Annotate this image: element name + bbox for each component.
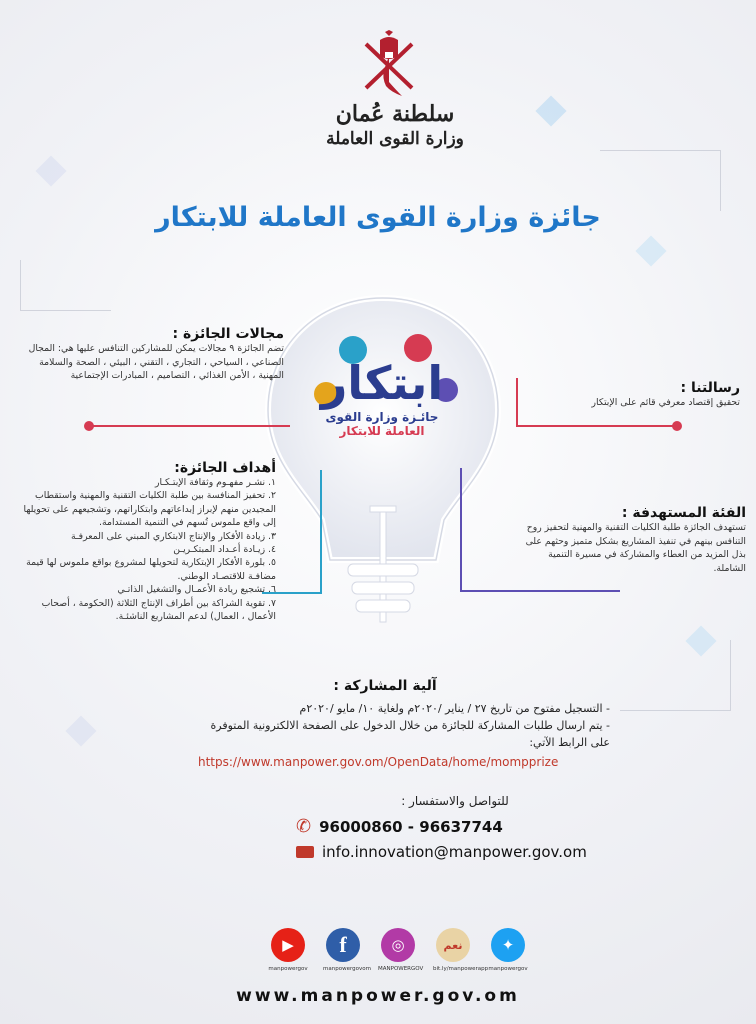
- goals-list: [12, 476, 276, 623]
- youtube-icon: ▶: [271, 928, 305, 962]
- social-instagram[interactable]: [378, 928, 424, 972]
- ministry-name: وزارة القوى العاملة: [326, 129, 464, 149]
- connector-mission-v: [516, 378, 518, 426]
- contact-section: [290, 794, 620, 861]
- decor-circuit: [620, 640, 731, 711]
- app-icon: نعم: [436, 928, 470, 962]
- social-links: [268, 928, 528, 972]
- goal-item: ١. نشـر مفهـوم وثقافة الإبتـكـار: [155, 477, 276, 488]
- goal-item: ٣. زيادة الأفكار والإنتاج الابتكاري المبني على المعرفـة: [70, 530, 276, 542]
- social-handle: manpowergov: [488, 966, 528, 972]
- mail-icon: [296, 846, 314, 858]
- connector-target-v: [460, 468, 462, 592]
- logo-word: ابتكار: [320, 356, 444, 410]
- target-body: تستهدف الجائزة طلبة الكليات التقنية والمهنية لتحفيز روح التنافس بينهم في تنفيذ المشاريع بشكل متميز وحثهم على بذل المزيد من العطاء والمشاركة في مسيرة التنمية الشاملة.: [525, 522, 746, 574]
- goal-item: ٦. تشجيع ريادة الأعمـال والتشغيل الذاتـي: [117, 584, 276, 596]
- target-section: [516, 505, 746, 575]
- goal-item: ٢. تحفيز المنافسة بين طلبة الكليات التقنية والمهنية واستقطاب المجيدين منهم لإبراز إبداعاتهم وابتكاراتهم، وتشجيعهم على تحويلها إلى واقع ملموس تُسهم في التنمية المستدامة.: [23, 490, 276, 529]
- connector-target: [460, 590, 620, 592]
- email-address[interactable]: info.innovation@manpower.gov.om: [322, 843, 587, 861]
- phone-row: [296, 816, 620, 837]
- social-twitter[interactable]: [488, 928, 528, 972]
- participation-line1: - التسجيل مفتوح من تاريخ ٢٧ / يناير /٢٠٢٠م ولغاية ١٠/ مايو /٢٠٢٠م: [299, 702, 610, 715]
- logo-line2: العاملة للابتكار: [339, 424, 425, 438]
- footer-website[interactable]: www.manpower.gov.om: [236, 986, 520, 1006]
- social-app[interactable]: [433, 928, 489, 972]
- social-youtube[interactable]: [268, 928, 308, 972]
- lightbulb-illustration: [258, 292, 508, 632]
- goal-item: ٧. تقوية الشراكة بين أطراف الإنتاج الثلاثة (الحكومة ، أصحاب الأعمال ، العمال) لدعم المشاريع الناشئـة.: [41, 597, 276, 623]
- logo-line1: جائـزة وزارة القوى: [325, 410, 439, 424]
- participation-title: آلية المشاركة :: [333, 678, 437, 694]
- mission-section: [520, 380, 740, 410]
- oman-emblem-icon: [358, 30, 420, 100]
- ibtikar-logo: [300, 356, 464, 438]
- facebook-icon: f: [326, 928, 360, 962]
- social-facebook[interactable]: [323, 928, 371, 972]
- social-handle: manpowergov: [268, 966, 308, 972]
- social-handle: MANPOWERGOV: [378, 966, 424, 972]
- goals-title: أهداف الجائزة:: [174, 460, 276, 476]
- connector-goals-v: [320, 470, 322, 594]
- fields-section: [14, 326, 284, 383]
- mission-title: رسالتنا :: [680, 380, 740, 396]
- target-title: الفئة المستهدفة :: [621, 505, 746, 521]
- participation-line3: على الرابط الآتي:: [529, 736, 610, 749]
- participation-link[interactable]: https://www.manpower.gov.om/OpenData/home/mompprize: [198, 755, 559, 769]
- instagram-icon: ◎: [381, 928, 415, 962]
- connector-dot: [672, 421, 682, 431]
- goal-item: ٤. زيـادة أعـداد المبتكـريـن: [173, 544, 276, 556]
- email-row: [296, 843, 620, 861]
- decor-circuit: [600, 150, 721, 211]
- mission-body: تحقيق إقتصاد معرفي قائم على الإبتكار: [591, 397, 740, 408]
- connector-dot: [84, 421, 94, 431]
- social-handle: manpowergovom: [323, 966, 371, 972]
- participation-section: [160, 678, 610, 769]
- decor-circuit: [20, 260, 111, 311]
- country-name: سلطنة عُمان: [335, 101, 455, 127]
- social-handle: bit.ly/manpowerapp: [433, 966, 489, 972]
- contact-title: للتواصل والاستفسار :: [401, 794, 509, 808]
- phone-numbers[interactable]: 96000860 - 96637744: [319, 817, 503, 836]
- fields-body: تضم الجائزة ٩ مجالات يمكن للمشاركين التنافس عليها هي: المجال الصناعي ، السياحي ، التجاري ، التقني ، البيئي ، الصحة والسلامة المهنية ، الأمن الغذائي ، التصاميم ، المبادرات الإجتماعية: [28, 343, 284, 381]
- participation-line2: - يتم ارسال طلبات المشاركة للجائزة من خلال الدخول على الصفحة الالكترونية المتوفرة: [210, 719, 610, 732]
- phone-icon: ✆: [296, 816, 312, 837]
- award-title: جائزة وزارة القوى العاملة للابتكار: [155, 202, 601, 233]
- goal-item: ٥. بلورة الأفكار الإبتكارية لتحويلها لمشروع بواقع ملموس لها قيمة مضافـة للاقتصـاد الوطني.: [26, 557, 276, 582]
- goals-section: [12, 460, 276, 623]
- twitter-icon: ✦: [491, 928, 525, 962]
- connector-mission: [516, 425, 676, 427]
- fields-title: مجالات الجائزة :: [172, 326, 284, 342]
- connector-fields: [90, 425, 290, 427]
- ministry-name-block: [300, 100, 490, 150]
